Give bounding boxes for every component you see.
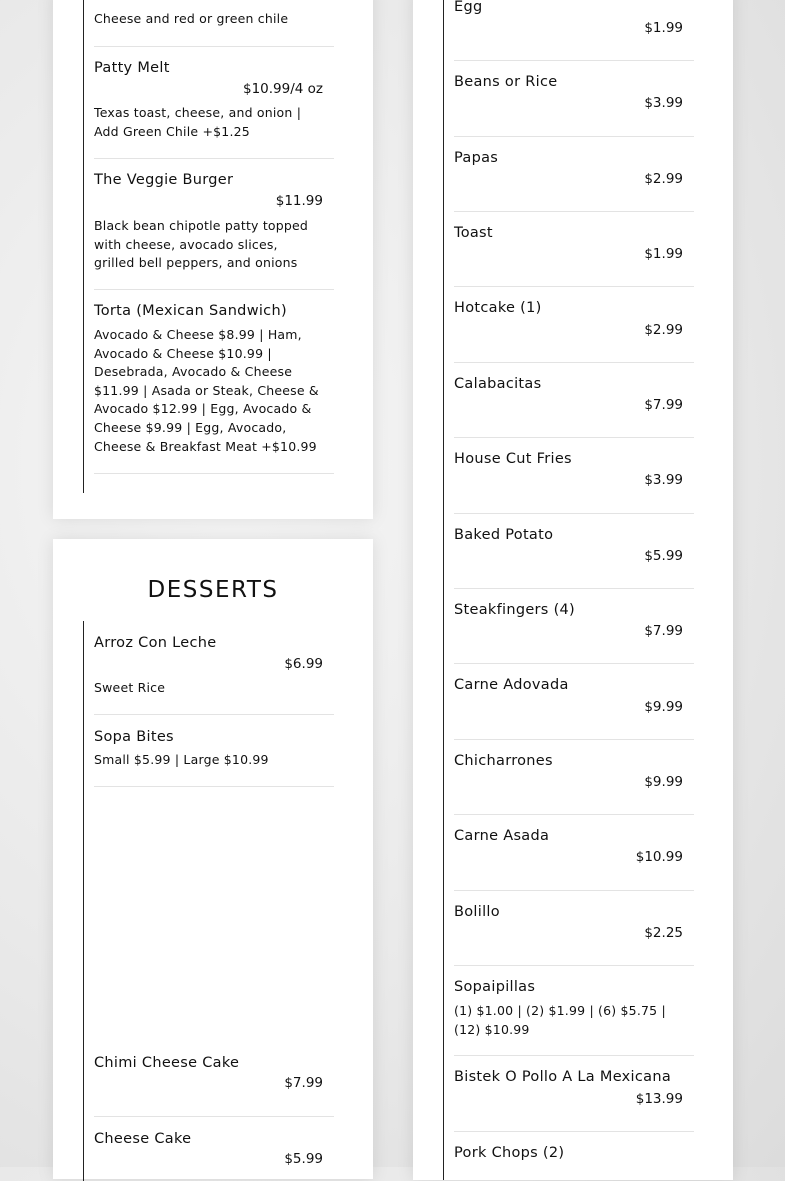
item-price: $7.99 — [644, 623, 683, 639]
item-divider — [454, 437, 694, 438]
item-divider — [94, 158, 334, 159]
menu-card-sides — [413, 0, 733, 1180]
item-divider — [94, 473, 334, 474]
menu-card-entrees — [53, 0, 373, 519]
item-divider — [454, 513, 694, 514]
item-divider — [454, 739, 694, 740]
menu-card-desserts — [53, 539, 373, 1179]
item-price: $7.99 — [284, 1075, 323, 1091]
item-divider — [454, 890, 694, 891]
section-title: DESSERTS — [147, 577, 279, 603]
item-divider — [454, 136, 694, 137]
item-divider — [94, 1116, 334, 1117]
card-rule — [83, 621, 84, 1181]
item-divider — [454, 286, 694, 287]
item-name: Carne Asada — [454, 828, 550, 844]
item-description: Black bean chipotle patty topped with cheese, avocado slices, grilled bell peppers, and onions — [94, 218, 309, 271]
item-description: Cheese and red or green chile — [94, 11, 289, 26]
item-name: Sopa Bites — [94, 729, 174, 745]
item-divider — [454, 588, 694, 589]
item-divider — [454, 211, 694, 212]
item-name: Patty Melt — [94, 60, 170, 76]
item-name: Steakfingers (4) — [454, 602, 576, 618]
item-divider — [454, 1131, 694, 1132]
item-description: Small $5.99 | Large $10.99 — [94, 752, 269, 767]
item-price: $9.99 — [644, 699, 683, 715]
item-name: Torta (Mexican Sandwich) — [94, 303, 287, 319]
item-divider — [454, 965, 694, 966]
item-price: $2.25 — [644, 925, 683, 941]
item-divider — [454, 362, 694, 363]
item-description: Sweet Rice — [94, 680, 166, 695]
item-price: $2.99 — [644, 322, 683, 338]
item-name: Baked Potato — [454, 527, 554, 543]
item-name: Beans or Rice — [454, 74, 558, 90]
item-price: $9.99 — [644, 774, 683, 790]
item-divider — [94, 289, 334, 290]
item-name: Carne Adovada — [454, 677, 569, 693]
item-divider — [94, 46, 334, 47]
card-rule — [443, 0, 444, 1180]
item-price: $5.99 — [644, 548, 683, 564]
item-name: Hotcake (1) — [454, 300, 542, 316]
card-rule — [83, 0, 84, 493]
item-name: Arroz Con Leche — [94, 635, 217, 651]
item-description: (1) $1.00 | (2) $1.99 | (6) $5.75 | (12) $10.99 — [454, 1003, 666, 1037]
item-name: House Cut Fries — [454, 451, 572, 467]
item-price: $2.99 — [644, 171, 683, 187]
item-name: Chicharrones — [454, 753, 553, 769]
item-name: Bolillo — [454, 904, 500, 920]
item-name: Pork Chops (2) — [454, 1145, 565, 1161]
item-price: $11.99 — [275, 193, 323, 209]
item-divider — [454, 60, 694, 61]
item-price: $1.99 — [644, 20, 683, 36]
item-price: $10.99/4 oz — [242, 81, 323, 97]
item-divider — [94, 786, 334, 787]
item-price: $3.99 — [644, 95, 683, 111]
item-divider — [94, 714, 334, 715]
item-name: The Veggie Burger — [94, 172, 234, 188]
item-divider — [454, 814, 694, 815]
item-name: Cheese Cake — [94, 1131, 192, 1147]
item-description: Avocado & Cheese $8.99 | Ham, Avocado & Cheese $10.99 | Desebrada, Avocado & Cheese $11.99 | Asada or Steak, Cheese & Avocado $12.99 | Egg, Avocado & Cheese $9.99 | Egg, Avocado, Cheese & Breakfast Meat +$10.99 — [94, 327, 319, 454]
item-name: Calabacitas — [454, 376, 542, 392]
item-name: Egg — [454, 0, 483, 15]
item-price: $10.99 — [635, 849, 683, 865]
item-price: $13.99 — [635, 1091, 683, 1107]
item-name: Sopaipillas — [454, 979, 536, 995]
item-name: Chimi Cheese Cake — [94, 1055, 240, 1071]
item-name: Bistek O Pollo A La Mexicana — [454, 1069, 672, 1085]
item-price: $5.99 — [284, 1151, 323, 1167]
item-divider — [454, 663, 694, 664]
item-price: $7.99 — [644, 397, 683, 413]
item-price: $1.99 — [644, 246, 683, 262]
item-name: Papas — [454, 150, 499, 166]
item-divider — [454, 1055, 694, 1056]
item-name: Toast — [454, 225, 493, 241]
item-price: $3.99 — [644, 472, 683, 488]
item-description: Texas toast, cheese, and onion | Add Green Chile +$1.25 — [94, 105, 302, 139]
item-price: $6.99 — [284, 656, 323, 672]
